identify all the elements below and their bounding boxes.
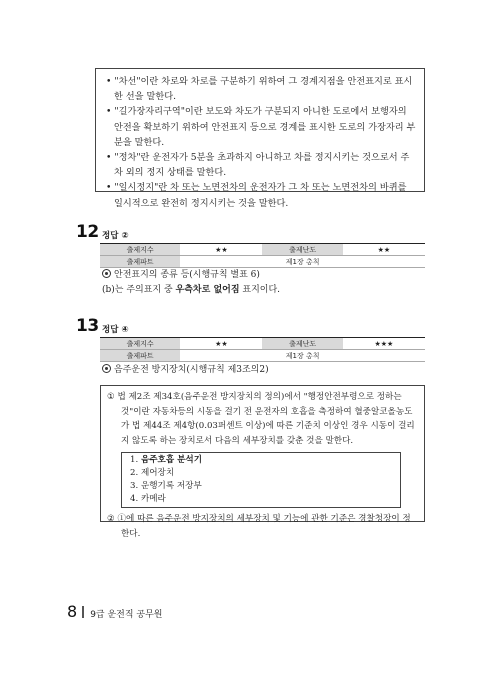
- paragraph-number: ②: [107, 514, 115, 524]
- meta-table: [100, 337, 425, 362]
- question-number: 12: [76, 222, 99, 242]
- question-number: 13: [76, 316, 99, 336]
- diff-label: 출제난도: [262, 338, 342, 350]
- definition-item: • "일시정지"란 차 또는 노면전차의 운전자가 그 차 또는 노면전차의 바퀴를 일시적으로 완전히 정지시키는 것을 말한다.: [106, 182, 407, 209]
- answer-label: 정답 ②: [102, 231, 129, 241]
- list-item-text: 제어장치: [140, 468, 175, 478]
- freq-value: ★★: [180, 244, 262, 256]
- device-list: [121, 452, 401, 508]
- key-point-title: 안전표지의 종류 등: [114, 270, 190, 280]
- explanation-text: (b)는 주의표지 중: [102, 285, 176, 295]
- list-item-number: 1.: [130, 455, 139, 465]
- paragraph-text: ①에 따른 음주운전 방지장치의 세부장치 및 기능에 관한 기준은 경찰청장이 정한다.: [117, 514, 411, 539]
- list-item: [130, 467, 392, 480]
- list-item-number: 2.: [130, 468, 139, 478]
- book-title: 9급 운전직 공무원: [90, 610, 163, 620]
- freq-label: 출제지수: [100, 338, 180, 350]
- page-footer: [67, 602, 163, 621]
- paragraph-text: 법 제2조 제34호(음주운전 방지장치의 정의)에서 "행정안전부령으로 정하는 것"이란 자동차등의 시동을 걸기 전 운전자의 호흡을 측정하여 혈중알코올농도가 법 제44조 제4항(0.03퍼센트 이상)에 따른 기준치 이상인 경우 시동이 걸리지 않도록 하는 장치로서 다음의 세부장치를 갖춘 것을 말한다.: [117, 392, 415, 446]
- page-number: 8: [67, 602, 78, 621]
- list-item-number: 4.: [130, 494, 139, 504]
- list-item: [130, 454, 392, 467]
- definition-item: • "정차"란 운전자가 5분을 초과하지 아니하고 차를 정지시키는 것으로서 주차 외의 정지 상태를 말한다.: [106, 152, 410, 179]
- key-point: [102, 363, 269, 377]
- key-point-ref: (시행규칙 별표 6): [189, 270, 260, 280]
- list-item-text: 음주호흡 분석기: [140, 455, 203, 465]
- explanation-line: [102, 283, 280, 297]
- law-paragraph-2: [107, 512, 418, 541]
- list-item: [130, 493, 392, 506]
- part-label: 출제파트: [100, 350, 180, 362]
- diff-value: ★★★: [343, 338, 425, 350]
- list-item: [130, 480, 392, 493]
- freq-value: ★★: [180, 338, 262, 350]
- part-label: 출제파트: [100, 256, 180, 268]
- explanation-bold: 우측차로 없어짐: [175, 285, 240, 295]
- diff-label: 출제난도: [262, 244, 342, 256]
- law-paragraph-1: [107, 390, 418, 448]
- list-item-text: 카메라: [140, 494, 166, 504]
- explanation-text: 표지이다.: [239, 285, 281, 295]
- target-bullet-icon: [102, 269, 111, 278]
- law-article-box: [100, 385, 425, 539]
- definition-item: • "차선"이란 차로와 차로를 구분하기 위하여 그 경계지점을 안전표지로 표시한 선을 말한다.: [106, 76, 413, 103]
- key-point-ref: (시행규칙 제3조의2): [186, 365, 269, 375]
- footer-divider: [82, 606, 84, 618]
- target-bullet-icon: [102, 364, 111, 373]
- definition-item: • "길가장자리구역"이란 보도와 차도가 구분되지 아니한 도로에서 보행자의 안전을 확보하기 위하여 안전표지 등으로 경계를 표시한 도로의 가장자리 부분을 말한다.: [106, 106, 416, 148]
- part-value: 제1장 총칙: [180, 256, 425, 268]
- list-item-number: 3.: [130, 481, 139, 491]
- part-value: 제1장 총칙: [180, 350, 425, 362]
- answer-label: 정답 ④: [102, 325, 129, 335]
- meta-table: [100, 243, 425, 268]
- freq-label: 출제지수: [100, 244, 180, 256]
- key-point: [102, 268, 260, 282]
- list-item-text: 운행기록 저장부: [140, 481, 202, 491]
- paragraph-number: ①: [107, 392, 115, 402]
- key-point-title: 음주운전 방지장치: [114, 365, 187, 375]
- definitions-box: [95, 68, 425, 209]
- diff-value: ★★: [343, 244, 425, 256]
